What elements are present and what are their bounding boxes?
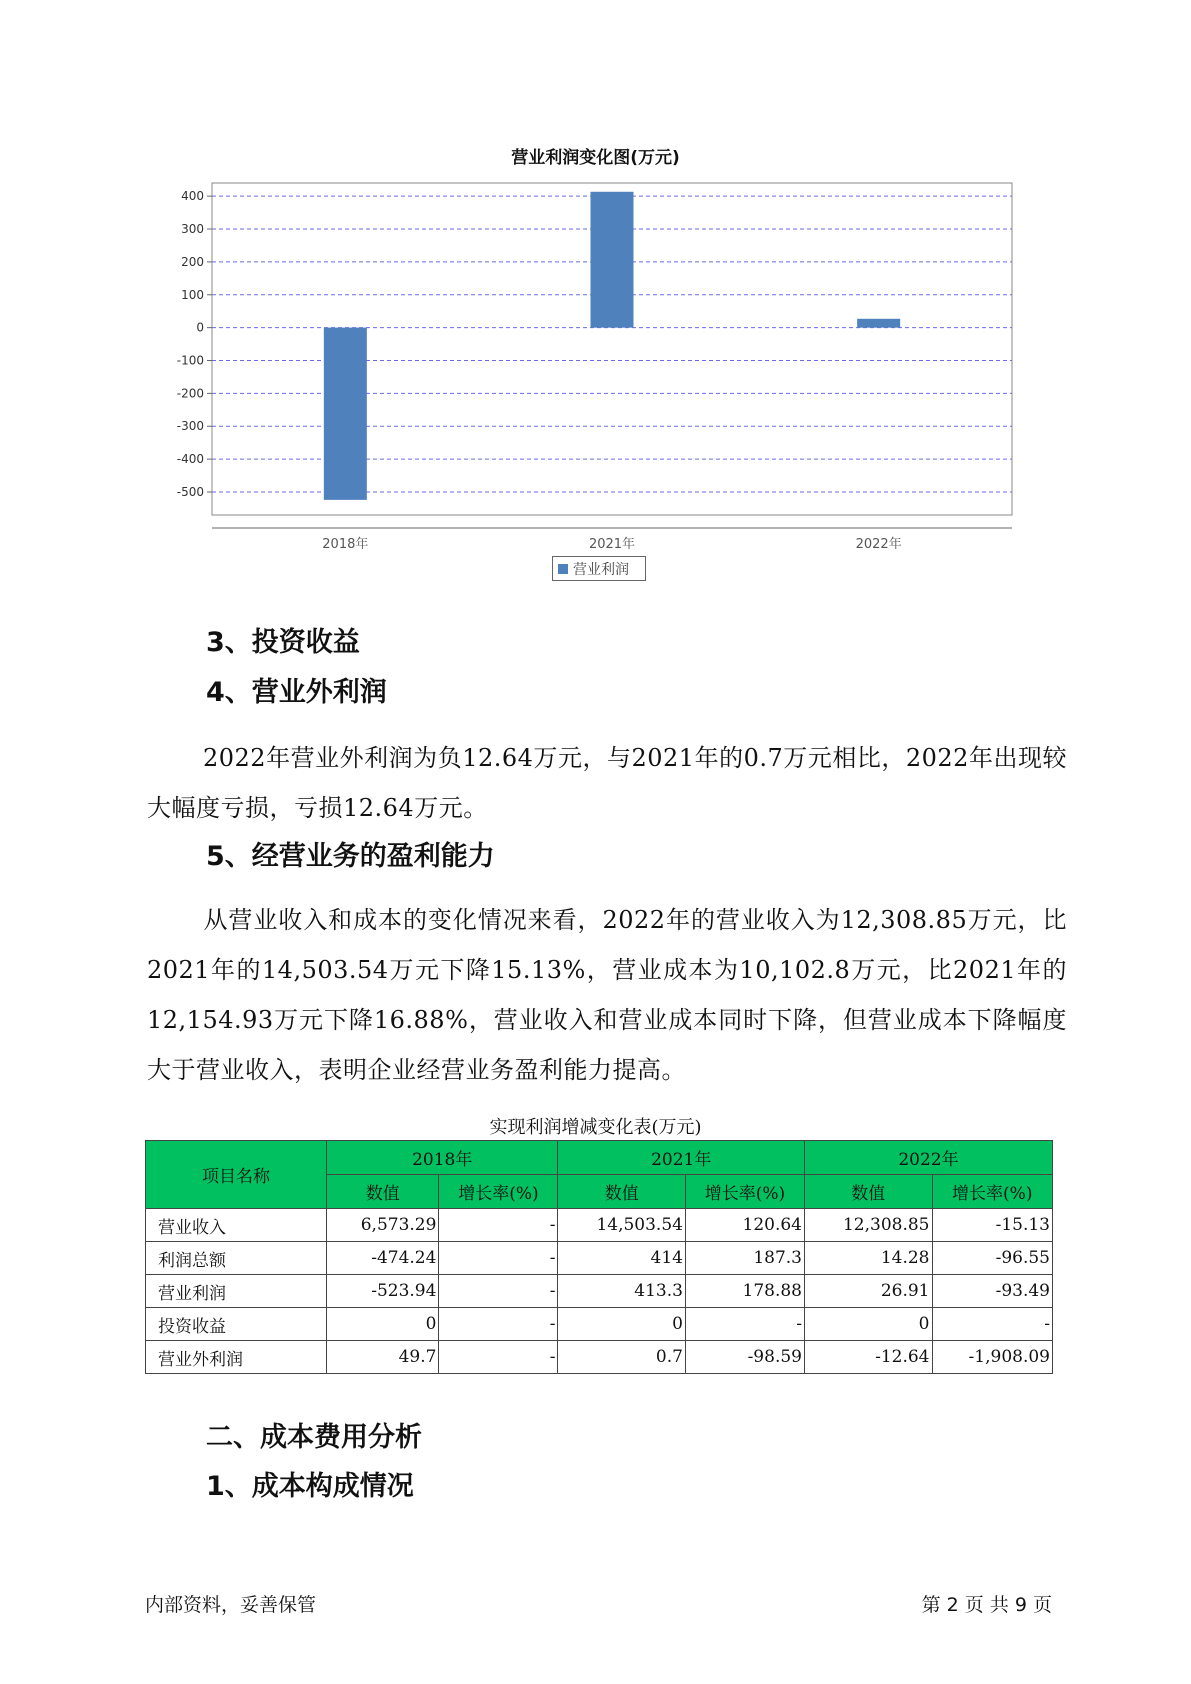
footer-page-number: 第 2 页 共 9 页: [921, 1594, 1052, 1616]
legend-label: 营业利润: [573, 561, 629, 578]
paragraph-non-operating-profit: 2022年营业外利润为负12.64万元，与2021年的0.7万元相比，2022年出现较大幅度亏损，亏损12.64万元。: [147, 744, 1067, 822]
legend-swatch: [558, 564, 568, 574]
row-label: 营业收入: [146, 1209, 327, 1242]
row-label: 营业外利润: [146, 1341, 327, 1374]
value-cell: 12,308.85: [804, 1209, 932, 1242]
bar: [857, 319, 900, 328]
growth-cell: 120.64: [685, 1209, 804, 1242]
value-cell: 413.3: [558, 1275, 686, 1308]
header-growth: 增长率(%): [685, 1175, 804, 1209]
growth-cell: -: [439, 1275, 558, 1308]
growth-cell: -98.59: [685, 1341, 804, 1374]
x-tick-label: 2022年: [855, 537, 902, 552]
table-caption: 实现利润增减变化表(万元): [489, 1117, 702, 1138]
value-cell: 6,573.29: [327, 1209, 439, 1242]
chart-legend: [552, 556, 646, 581]
y-tick-label: -100: [176, 353, 204, 368]
bar: [324, 328, 367, 500]
value-cell: 14.28: [804, 1242, 932, 1275]
header-growth: 增长率(%): [439, 1175, 558, 1209]
value-cell: -12.64: [804, 1341, 932, 1374]
heading-non-operating-profit: 4、营业外利润: [206, 677, 387, 708]
bar-chart: [0, 0, 1191, 600]
header-value: 数值: [327, 1175, 439, 1209]
y-tick-label: 300: [181, 222, 204, 237]
value-cell: -523.94: [327, 1275, 439, 1308]
chart-title: 营业利润变化图(万元): [511, 148, 680, 168]
growth-cell: -: [932, 1308, 1053, 1341]
y-tick-label: -500: [176, 484, 204, 499]
header-year-2018: 2018年: [327, 1141, 558, 1175]
value-cell: 0.7: [558, 1341, 686, 1374]
heading-cost-structure: 1、成本构成情况: [206, 1471, 414, 1502]
heading-investment-income: 3、投资收益: [206, 627, 360, 658]
y-tick-label: 400: [181, 189, 204, 204]
header-value: 数值: [558, 1175, 686, 1209]
header-value: 数值: [804, 1175, 932, 1209]
x-tick-label: 2021年: [588, 537, 636, 552]
bar: [591, 192, 634, 328]
y-tick-label: -300: [176, 419, 204, 434]
growth-cell: -: [439, 1209, 558, 1242]
y-tick-label: 200: [181, 254, 204, 269]
heading-cost-analysis: 二、成本费用分析: [206, 1422, 422, 1453]
row-label: 投资收益: [146, 1308, 327, 1341]
growth-cell: -96.55: [932, 1242, 1053, 1275]
value-cell: -474.24: [327, 1242, 439, 1275]
footer-confidential: 内部资料，妥善保管: [145, 1594, 317, 1616]
table-row: [146, 1308, 1053, 1341]
row-label: 利润总额: [146, 1242, 327, 1275]
y-tick-label: 100: [181, 287, 204, 302]
table-row: [146, 1209, 1053, 1242]
paragraph-profitability: 从营业收入和成本的变化情况来看，2022年的营业收入为12,308.85万元，比2021年的14,503.54万元下降15.13%，营业成本为10,102.8万元，比2021年的12,154.93万元下降16.88%，营业收入和营业成本同时下降，但营业成本下降幅度大于营业收入，表明企业经营业务盈利能力提高。: [147, 906, 1067, 1084]
y-tick-label: -200: [176, 386, 204, 401]
growth-cell: -: [439, 1242, 558, 1275]
header-year-2021: 2021年: [558, 1141, 805, 1175]
profit-change-table: [145, 1140, 1053, 1374]
table-row: [146, 1275, 1053, 1308]
table-row: [146, 1242, 1053, 1275]
y-tick-label: -400: [176, 452, 204, 467]
value-cell: 0: [804, 1308, 932, 1341]
growth-cell: -93.49: [932, 1275, 1053, 1308]
header-year-2022: 2022年: [804, 1141, 1052, 1175]
value-cell: 14,503.54: [558, 1209, 686, 1242]
y-tick-label: 0: [196, 320, 204, 335]
header-item-name: 项目名称: [146, 1141, 327, 1209]
growth-cell: -: [439, 1308, 558, 1341]
value-cell: 0: [558, 1308, 686, 1341]
growth-cell: -: [439, 1341, 558, 1374]
value-cell: 0: [327, 1308, 439, 1341]
growth-cell: -15.13: [932, 1209, 1053, 1242]
table-row: [146, 1341, 1053, 1374]
table-body: [146, 1209, 1053, 1374]
value-cell: 49.7: [327, 1341, 439, 1374]
value-cell: 414: [558, 1242, 686, 1275]
header-growth: 增长率(%): [932, 1175, 1053, 1209]
growth-cell: 178.88: [685, 1275, 804, 1308]
growth-cell: 187.3: [685, 1242, 804, 1275]
growth-cell: -1,908.09: [932, 1341, 1053, 1374]
row-label: 营业利润: [146, 1275, 327, 1308]
x-tick-label: 2018年: [322, 537, 369, 552]
growth-cell: -: [685, 1308, 804, 1341]
heading-profitability: 5、经营业务的盈利能力: [206, 841, 495, 872]
value-cell: 26.91: [804, 1275, 932, 1308]
